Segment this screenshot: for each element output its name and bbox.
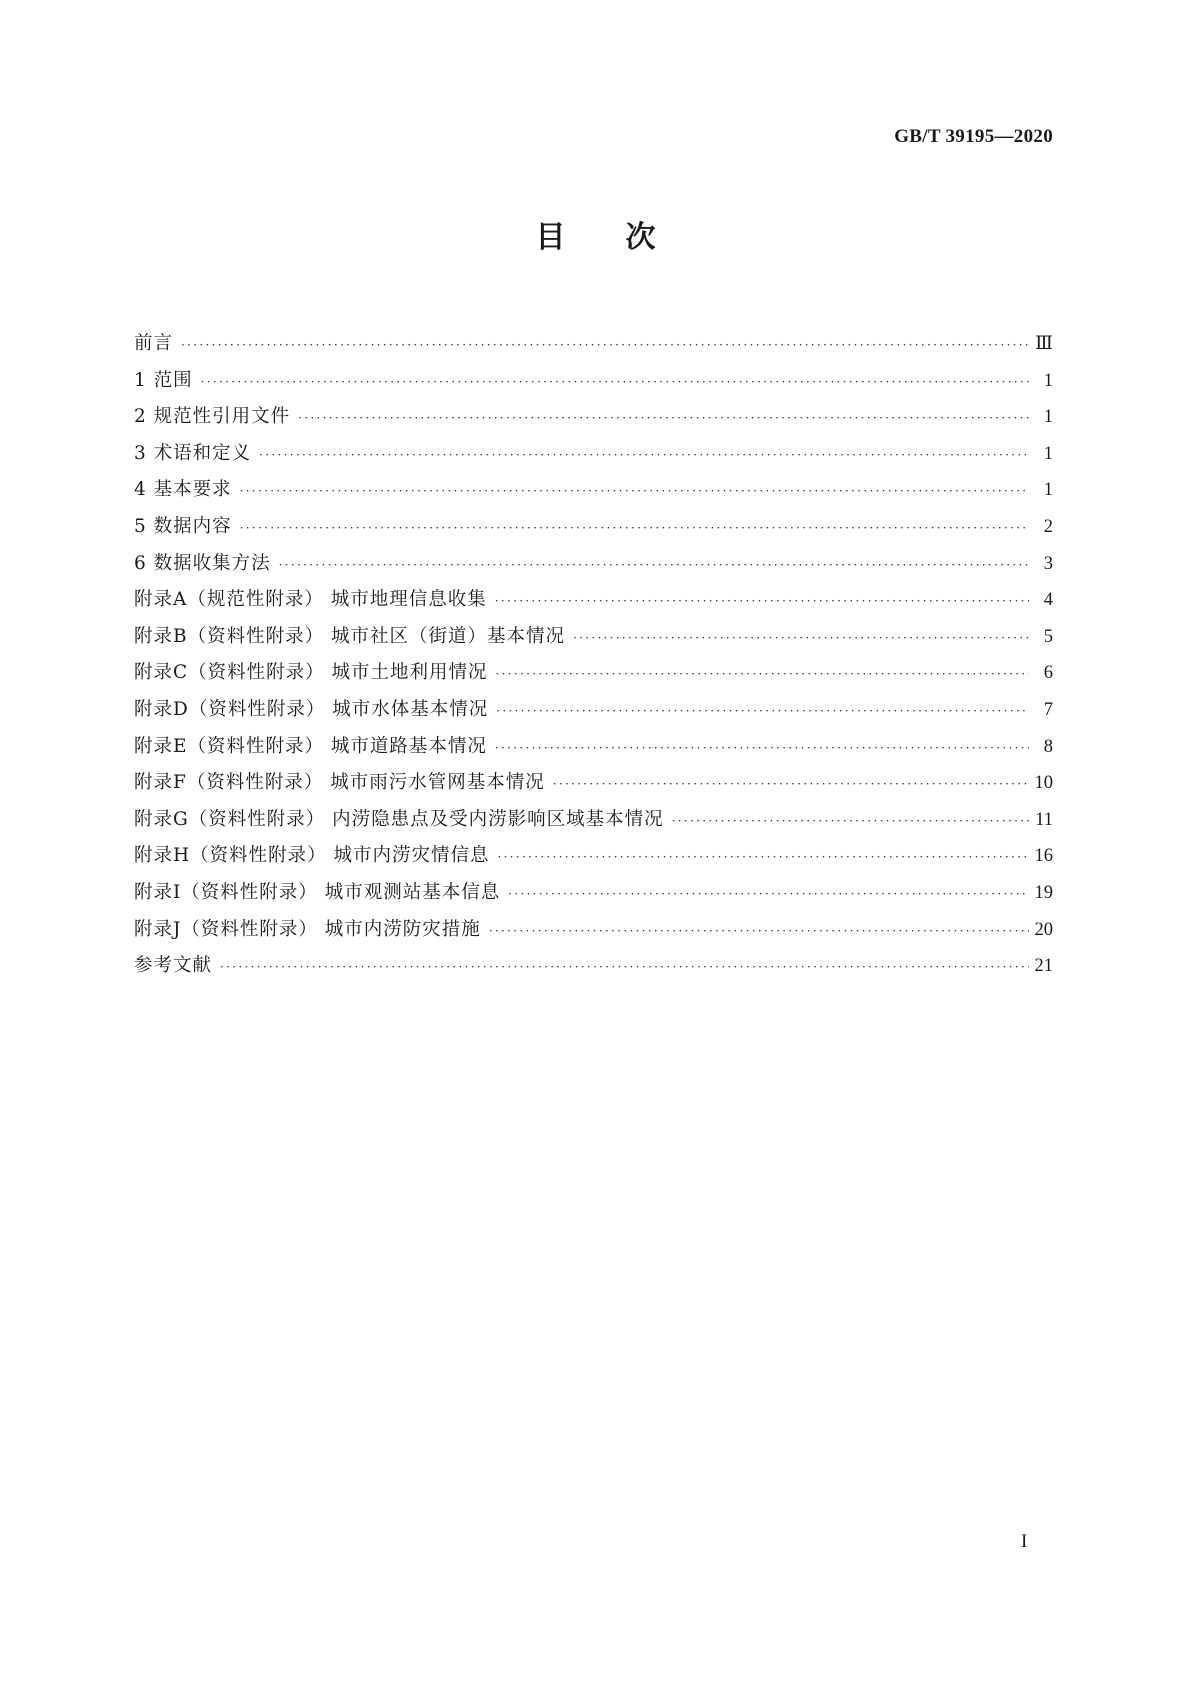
toc-dot-leader [496, 693, 1029, 729]
toc-page-number: 4 [1043, 590, 1053, 611]
toc-entry-title: 4 基本要求 [134, 479, 232, 501]
toc-entry-title: 附录D（资料性附录） 城市水体基本情况 [134, 698, 489, 720]
toc-dot-leader [240, 473, 1029, 509]
toc-entry-title: 6 数据收集方法 [134, 552, 271, 574]
toc-dot-leader [508, 876, 1028, 912]
toc-entry-title: 参考文献 [134, 955, 213, 977]
toc-entry-data-collection-methods[interactable] [134, 546, 1053, 583]
toc-page-number: 6 [1043, 663, 1053, 684]
toc-page-number: 21 [1034, 956, 1053, 977]
toc-page-number: 1 [1043, 480, 1053, 501]
toc-page-number: Ⅲ [1035, 334, 1053, 354]
toc-dot-leader [201, 364, 1029, 400]
toc-page-number: 5 [1043, 626, 1053, 647]
toc-entry-appendix-d[interactable] [134, 692, 1053, 729]
toc-entry-appendix-b[interactable] [134, 619, 1053, 656]
toc-entry-appendix-g[interactable] [134, 802, 1053, 839]
toc-page-number: 2 [1043, 516, 1053, 537]
toc-entry-appendix-i[interactable] [134, 875, 1053, 912]
toc-entry-title: 附录A（规范性附录） 城市地理信息收集 [134, 589, 487, 611]
toc-page-number: 3 [1043, 553, 1053, 574]
page-number: I [1021, 1531, 1028, 1552]
toc-dot-leader [495, 583, 1029, 619]
toc-entry-title: 附录H（资料性附录） 城市内涝灾情信息 [134, 845, 490, 867]
toc-page-number: 16 [1034, 846, 1053, 867]
toc-entry-title: 附录G（资料性附录） 内涝隐患点及受内涝影响区域基本情况 [134, 808, 664, 830]
toc-entry-appendix-f[interactable] [134, 765, 1053, 802]
toc-entry-title: 附录E（资料性附录） 城市道路基本情况 [134, 735, 487, 757]
toc-entry-basic-requirements[interactable] [134, 472, 1053, 509]
toc-dot-leader [298, 400, 1029, 436]
toc-entry-title: 附录J（资料性附录） 城市内涝防灾措施 [134, 918, 481, 940]
toc-entry-title: 附录I（资料性附录） 城市观测站基本信息 [134, 881, 501, 903]
toc-page-number: 8 [1043, 736, 1053, 757]
toc-entry-title: 附录C（资料性附录） 城市土地利用情况 [134, 662, 488, 684]
toc-dot-leader [672, 803, 1029, 839]
toc-dot-leader [498, 839, 1029, 875]
toc-dot-leader [496, 656, 1029, 692]
toc-entry-title: 前言 [134, 333, 174, 354]
toc-entry-title: 2 规范性引用文件 [134, 406, 291, 428]
toc-dot-leader [240, 510, 1029, 546]
toc-dot-leader [573, 620, 1029, 656]
toc-entry-title: 附录F（资料性附录） 城市雨污水管网基本情况 [134, 772, 545, 794]
toc-entry-title: 附录B（资料性附录） 城市社区（街道）基本情况 [134, 625, 565, 647]
toc-dot-leader [181, 327, 1029, 363]
toc-entry-appendix-c[interactable] [134, 655, 1053, 692]
standard-code: GB/T 39195—2020 [894, 126, 1053, 147]
toc-entry-foreword[interactable] [134, 326, 1053, 363]
page-title: 目次 [535, 220, 716, 255]
toc-entry-data-content[interactable] [134, 509, 1053, 546]
toc-page-number: 19 [1034, 882, 1053, 903]
toc-entry-normative-references[interactable] [134, 399, 1053, 436]
toc-dot-leader [220, 949, 1028, 985]
toc-entry-appendix-e[interactable] [134, 729, 1053, 766]
toc-entry-appendix-h[interactable] [134, 838, 1053, 875]
toc-dot-leader [553, 766, 1029, 802]
toc-entry-scope[interactable] [134, 363, 1053, 400]
toc-entry-title: 3 术语和定义 [134, 442, 252, 464]
toc-page-number: 20 [1034, 919, 1053, 940]
toc-page-number: 10 [1034, 773, 1053, 794]
toc-entry-title: 5 数据内容 [134, 515, 232, 537]
table-of-contents [134, 326, 1053, 985]
toc-dot-leader [495, 730, 1029, 766]
toc-dot-leader [259, 437, 1029, 473]
toc-page-number: 11 [1035, 809, 1053, 830]
toc-entry-bibliography[interactable] [134, 948, 1053, 985]
toc-entry-appendix-j[interactable] [134, 912, 1053, 949]
toc-entry-terms-definitions[interactable] [134, 436, 1053, 473]
toc-page-number: 7 [1043, 699, 1053, 720]
toc-page-number: 1 [1043, 407, 1053, 428]
toc-page-number: 1 [1043, 443, 1053, 464]
toc-entry-appendix-a[interactable] [134, 582, 1053, 619]
toc-page-number: 1 [1043, 370, 1053, 391]
toc-dot-leader [489, 913, 1029, 949]
toc-entry-title: 1 范围 [134, 369, 193, 391]
toc-dot-leader [279, 547, 1029, 583]
